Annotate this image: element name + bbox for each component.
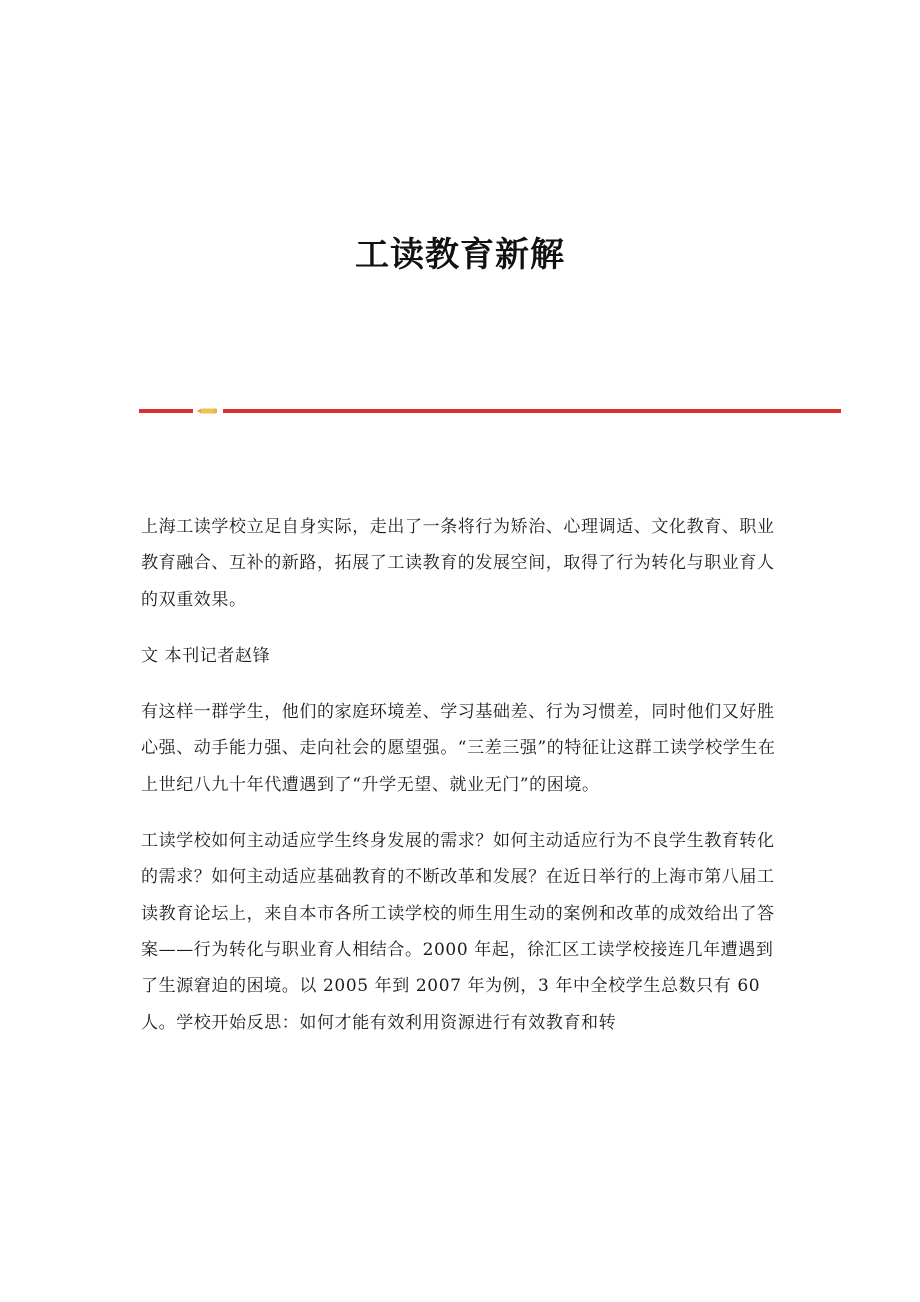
divider-left-segment (139, 409, 193, 413)
article-body (141, 509, 781, 1041)
page-title: 工读教育新解 (355, 235, 565, 275)
pencil-icon (197, 408, 217, 414)
article-byline: 文 本刊记者赵锋 (141, 645, 271, 666)
article-paragraph: 有这样一群学生，他们的家庭环境差、学习基础差、行为习惯差，同时他们又好胜心强、动手能力强、走向社会的愿望强。“三差三强”的特征让这群工读学校学生在上世纪八九十年代遭遇到了“升学无望、就业无门”的困境。 (141, 702, 776, 795)
article-paragraph: 工读学校如何主动适应学生终身发展的需求？如何主动适应行为不良学生教育转化的需求？如何主动适应基础教育的不断改革和发展？在近日举行的上海市第八届工读教育论坛上，来自本市各所工读学校的师生用生动的案例和改革的成效给出了答案——行为转化与职业育人相结合。2000 年起，徐汇区工读学校接连几年遭遇到了生源窘迫的困境。以 2005 年到 2007 年为例，3 年中全校学生总数只有 60 人。学校开始反思：如何才能有效利用资源进行有效教育和转 (141, 831, 775, 1033)
article-lead: 上海工读学校立足自身实际，走出了一条将行为矫治、心理调适、文化教育、职业教育融合、互补的新路，拓展了工读教育的发展空间，取得了行为转化与职业育人的双重效果。 (141, 517, 775, 610)
divider-right-segment (223, 409, 841, 413)
title-divider (139, 407, 841, 415)
